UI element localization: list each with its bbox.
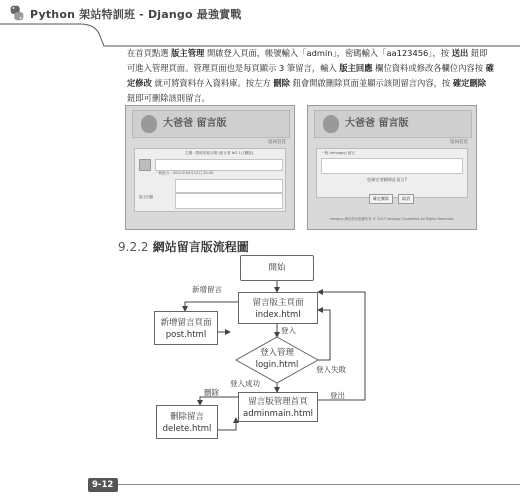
message-date: 一般留言 : 2021年09月10日 20:30 bbox=[155, 171, 214, 175]
screenshot-admin-page bbox=[125, 105, 295, 230]
edge-label-new-post: 新增留言 bbox=[192, 285, 222, 294]
paragraph-text: 鈕即可進入管理頁面。管理頁面也是每頁顯示 3 筆留言，輸入 bbox=[127, 48, 488, 73]
flow-node-start bbox=[240, 255, 314, 281]
flow-delete-file: delete.html bbox=[162, 424, 212, 434]
ui-term: 刪除 bbox=[273, 78, 290, 88]
message-field[interactable] bbox=[155, 159, 283, 171]
flow-node-delete bbox=[156, 405, 218, 439]
reply-field[interactable] bbox=[175, 179, 283, 193]
banner-title: 大爸爸 留言版 bbox=[345, 118, 409, 129]
home-link[interactable]: 返回首頁 bbox=[268, 140, 286, 145]
delete-panel bbox=[316, 148, 468, 201]
paragraph-text: 鈕會開啟刪除頁面並顯示該則留言內容，按 bbox=[289, 78, 453, 88]
avatar bbox=[139, 159, 151, 171]
ui-term: 版主管理 bbox=[171, 48, 205, 58]
reply-label: 版主回應 bbox=[139, 195, 154, 199]
flow-node-adminmain bbox=[238, 392, 318, 422]
flowchart bbox=[140, 250, 400, 460]
flow-index-file: index.html bbox=[255, 310, 301, 320]
edge-label-login-failed: 登入失敗 bbox=[316, 365, 346, 374]
paragraph-text: 鈕即可刪除該則留言。 bbox=[127, 93, 210, 103]
body-paragraph bbox=[127, 46, 495, 106]
flow-index-title: 留言版主頁面 bbox=[252, 298, 304, 308]
confirm-delete-button[interactable]: 確定刪除 bbox=[369, 194, 393, 204]
page-number: 9-12 bbox=[92, 480, 114, 490]
flow-delete-title: 刪除留言 bbox=[169, 412, 204, 422]
flow-node-login bbox=[248, 344, 306, 376]
section-title: 網站留言版流程圖 bbox=[152, 240, 249, 254]
book-title: Python 架站特訓班 - Django 最強實戰 bbox=[30, 8, 242, 21]
flow-admin-file: adminmain.html bbox=[243, 409, 313, 419]
footer-rule bbox=[118, 484, 520, 485]
python-logo-icon bbox=[8, 4, 26, 22]
confirm-question: 您確定要刪除此留言? bbox=[367, 177, 407, 182]
edge-label-logout: 登出 bbox=[330, 391, 345, 400]
banner-title: 大爸爸 留言版 bbox=[163, 118, 227, 129]
paragraph-text: 開啟登入頁面，帳號輸入「admin」，密碼輸入「aa123456」，按 bbox=[204, 48, 452, 58]
flow-post-file: post.html bbox=[165, 330, 207, 340]
site-banner bbox=[132, 110, 290, 138]
screenshot-delete-page bbox=[307, 105, 477, 230]
delete-message-body bbox=[321, 158, 463, 174]
paragraph-text: 就可將資料存入資料庫。按左方 bbox=[151, 78, 274, 88]
flow-post-title: 新增留言頁面 bbox=[160, 318, 212, 328]
bear-mascot-icon bbox=[323, 115, 339, 133]
flow-node-post bbox=[154, 311, 218, 345]
home-link[interactable]: 返回首頁 bbox=[450, 140, 468, 145]
edge-label-login-success: 登入成功 bbox=[230, 379, 260, 388]
header-rule bbox=[0, 22, 520, 48]
bear-mascot-icon bbox=[141, 115, 157, 133]
cancel-button[interactable]: 取消 bbox=[398, 194, 414, 204]
flow-node-index bbox=[238, 292, 318, 324]
paragraph-text: 在首頁點選 bbox=[127, 48, 172, 58]
message-panel bbox=[134, 148, 286, 212]
delete-message-title: 一般 (mhappy) 留言 bbox=[321, 151, 356, 155]
confirm-buttons bbox=[369, 185, 414, 204]
flow-login-file: login.html bbox=[255, 360, 299, 370]
site-banner bbox=[314, 110, 472, 138]
edge-label-delete: 刪除 bbox=[204, 388, 219, 397]
reply-textarea[interactable] bbox=[175, 193, 283, 209]
ui-term: 版主回應 bbox=[339, 63, 373, 73]
ui-term: 確定刪除 bbox=[452, 78, 487, 88]
ui-term: 確定修改 bbox=[127, 63, 494, 88]
message-row-title: 主題 : 問候的留言喔 (留言者 NO 1) [刪除] bbox=[185, 151, 254, 155]
paragraph-text: 欄位資料或修改各欄位內容按 bbox=[372, 63, 486, 73]
flow-login-title: 登入管理 bbox=[259, 348, 294, 358]
section-number: 9.2.2 bbox=[118, 240, 149, 254]
flow-admin-title: 留言版管理首頁 bbox=[248, 397, 308, 407]
ui-term: 送出 bbox=[451, 48, 469, 58]
edge-label-login: 登入 bbox=[281, 326, 296, 335]
flow-start-label: 開始 bbox=[268, 263, 286, 273]
site-footer: mhappy 網站設計版權所有 © 2017 mhappy CrossMind All Rights Reserved. bbox=[329, 217, 455, 221]
